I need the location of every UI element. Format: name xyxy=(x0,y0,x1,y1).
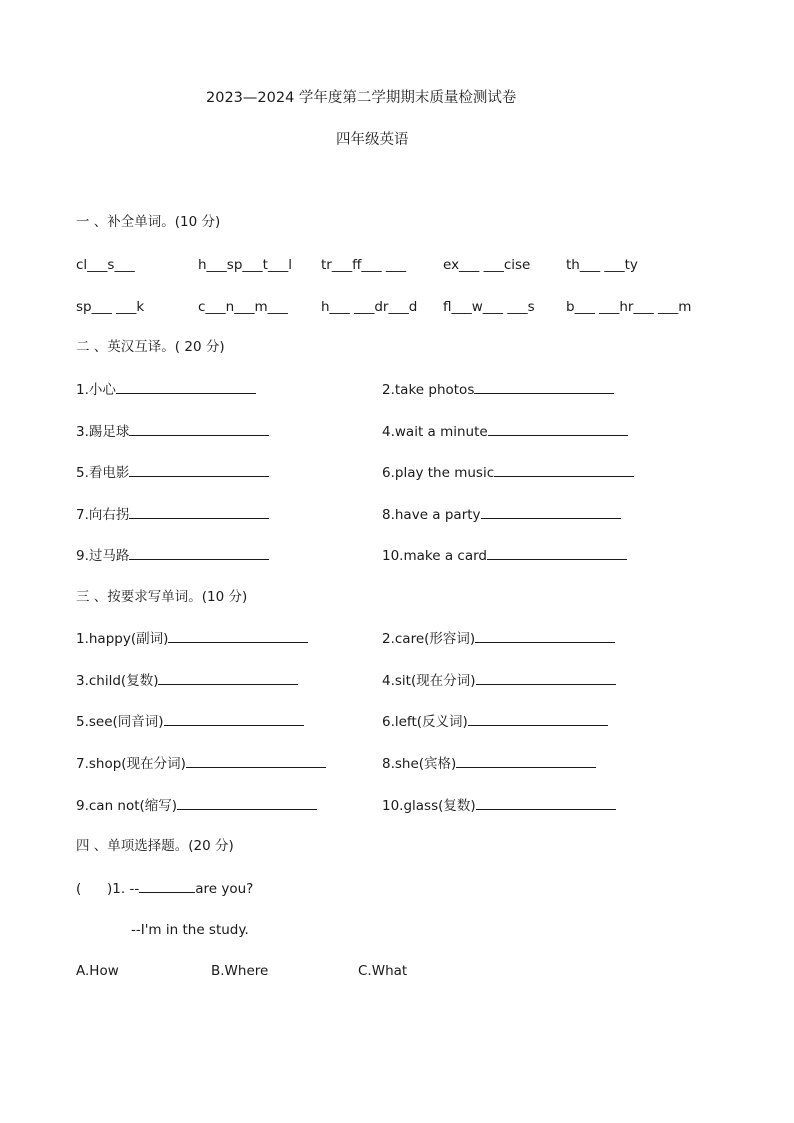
item-label: 7.向右拐 xyxy=(76,507,130,523)
item-label: 2.take photos xyxy=(382,382,475,398)
translation-item xyxy=(382,463,634,482)
item-label: 10.glass(复数) xyxy=(382,798,476,814)
answer-blank[interactable] xyxy=(476,671,616,685)
question-prefix: 1. -- xyxy=(112,881,140,897)
answer-blank[interactable] xyxy=(487,546,627,560)
section2-heading: 二 、英汉互译。( 20 分) xyxy=(76,339,225,355)
word-form-item xyxy=(382,712,608,731)
exam-subtitle: 四年级英语 xyxy=(336,132,409,148)
item-label: 4.wait a minute xyxy=(382,424,488,440)
answer-parenthesis[interactable]: ( ) xyxy=(76,881,113,897)
question-suffix: are you? xyxy=(195,881,254,897)
item-label: 7.shop(现在分词) xyxy=(76,756,186,772)
answer-blank[interactable] xyxy=(475,629,615,643)
section4-heading: 四 、单项选择题。(20 分) xyxy=(76,838,234,854)
word-blank: cl___s___ xyxy=(76,257,135,273)
word-form-item xyxy=(76,671,298,690)
item-label: 9.过马路 xyxy=(76,548,130,564)
item-label: 3.踢足球 xyxy=(76,424,130,440)
question-1-answer-line: --I'm in the study. xyxy=(131,922,249,938)
word-blank: h___ ___dr___d xyxy=(321,299,418,315)
translation-item xyxy=(382,380,614,399)
word-blank: ex___ ___cise xyxy=(443,257,531,273)
answer-blank[interactable] xyxy=(139,879,195,893)
translation-item xyxy=(382,505,621,524)
option-a[interactable]: A.How xyxy=(76,963,119,979)
word-form-item xyxy=(382,671,616,690)
word-blank: fl___w___ ___s xyxy=(443,299,535,315)
word-form-item xyxy=(76,754,326,773)
answer-blank[interactable] xyxy=(164,712,304,726)
answer-blank[interactable] xyxy=(177,796,317,810)
item-label: 5.看电影 xyxy=(76,465,130,481)
word-form-item xyxy=(76,629,308,648)
item-label: 6.left(反义词) xyxy=(382,714,468,730)
translation-item xyxy=(76,380,256,399)
answer-blank[interactable] xyxy=(488,422,628,436)
answer-blank[interactable] xyxy=(474,380,614,394)
translation-item xyxy=(382,546,627,565)
item-label: 8.have a party xyxy=(382,507,481,523)
translation-item xyxy=(76,463,269,482)
section1-heading: 一 、补全单词。(10 分) xyxy=(76,214,221,230)
word-blank: h___sp___t___l xyxy=(198,257,292,273)
item-label: 5.see(同音词) xyxy=(76,714,164,730)
item-label: 8.she(宾格) xyxy=(382,756,457,772)
word-form-item xyxy=(76,712,304,731)
answer-blank[interactable] xyxy=(168,629,308,643)
exam-title: 2023—2024 学年度第二学期期末质量检测试卷 xyxy=(206,90,517,106)
word-blank: sp___ ___k xyxy=(76,299,145,315)
option-b[interactable]: B.Where xyxy=(211,963,269,979)
item-label: 2.care(形容词) xyxy=(382,631,476,647)
item-label: 3.child(复数) xyxy=(76,673,159,689)
item-label: 4.sit(现在分词) xyxy=(382,673,476,689)
item-label: 9.can not(缩写) xyxy=(76,798,178,814)
translation-item xyxy=(76,422,269,441)
item-label: 1.小心 xyxy=(76,382,116,398)
option-c[interactable]: C.What xyxy=(358,963,408,979)
answer-blank[interactable] xyxy=(158,671,298,685)
answer-blank[interactable] xyxy=(129,546,269,560)
section3-heading: 三 、按要求写单词。(10 分) xyxy=(76,589,248,605)
word-blank: tr___ff___ ___ xyxy=(321,257,407,273)
word-form-item xyxy=(382,629,615,648)
answer-blank[interactable] xyxy=(129,463,269,477)
answer-blank[interactable] xyxy=(481,505,621,519)
word-blank: th___ ___ty xyxy=(566,257,638,273)
item-label: 6.play the music xyxy=(382,465,495,481)
answer-blank[interactable] xyxy=(494,463,634,477)
word-form-item xyxy=(76,796,317,815)
answer-blank[interactable] xyxy=(116,380,256,394)
word-blank: b___ ___hr___ ___m xyxy=(566,299,692,315)
translation-item xyxy=(76,505,269,524)
translation-item xyxy=(76,546,269,565)
word-form-item xyxy=(382,754,596,773)
word-blank: c___n___m___ xyxy=(198,299,288,315)
answer-blank[interactable] xyxy=(456,754,596,768)
word-form-item xyxy=(382,796,616,815)
answer-blank[interactable] xyxy=(468,712,608,726)
item-label: 10.make a card xyxy=(382,548,487,564)
answer-blank[interactable] xyxy=(186,754,326,768)
answer-blank[interactable] xyxy=(129,422,269,436)
answer-blank[interactable] xyxy=(129,505,269,519)
item-label: 1.happy(副词) xyxy=(76,631,169,647)
question-1 xyxy=(76,879,253,898)
translation-item xyxy=(382,422,628,441)
answer-blank[interactable] xyxy=(476,796,616,810)
